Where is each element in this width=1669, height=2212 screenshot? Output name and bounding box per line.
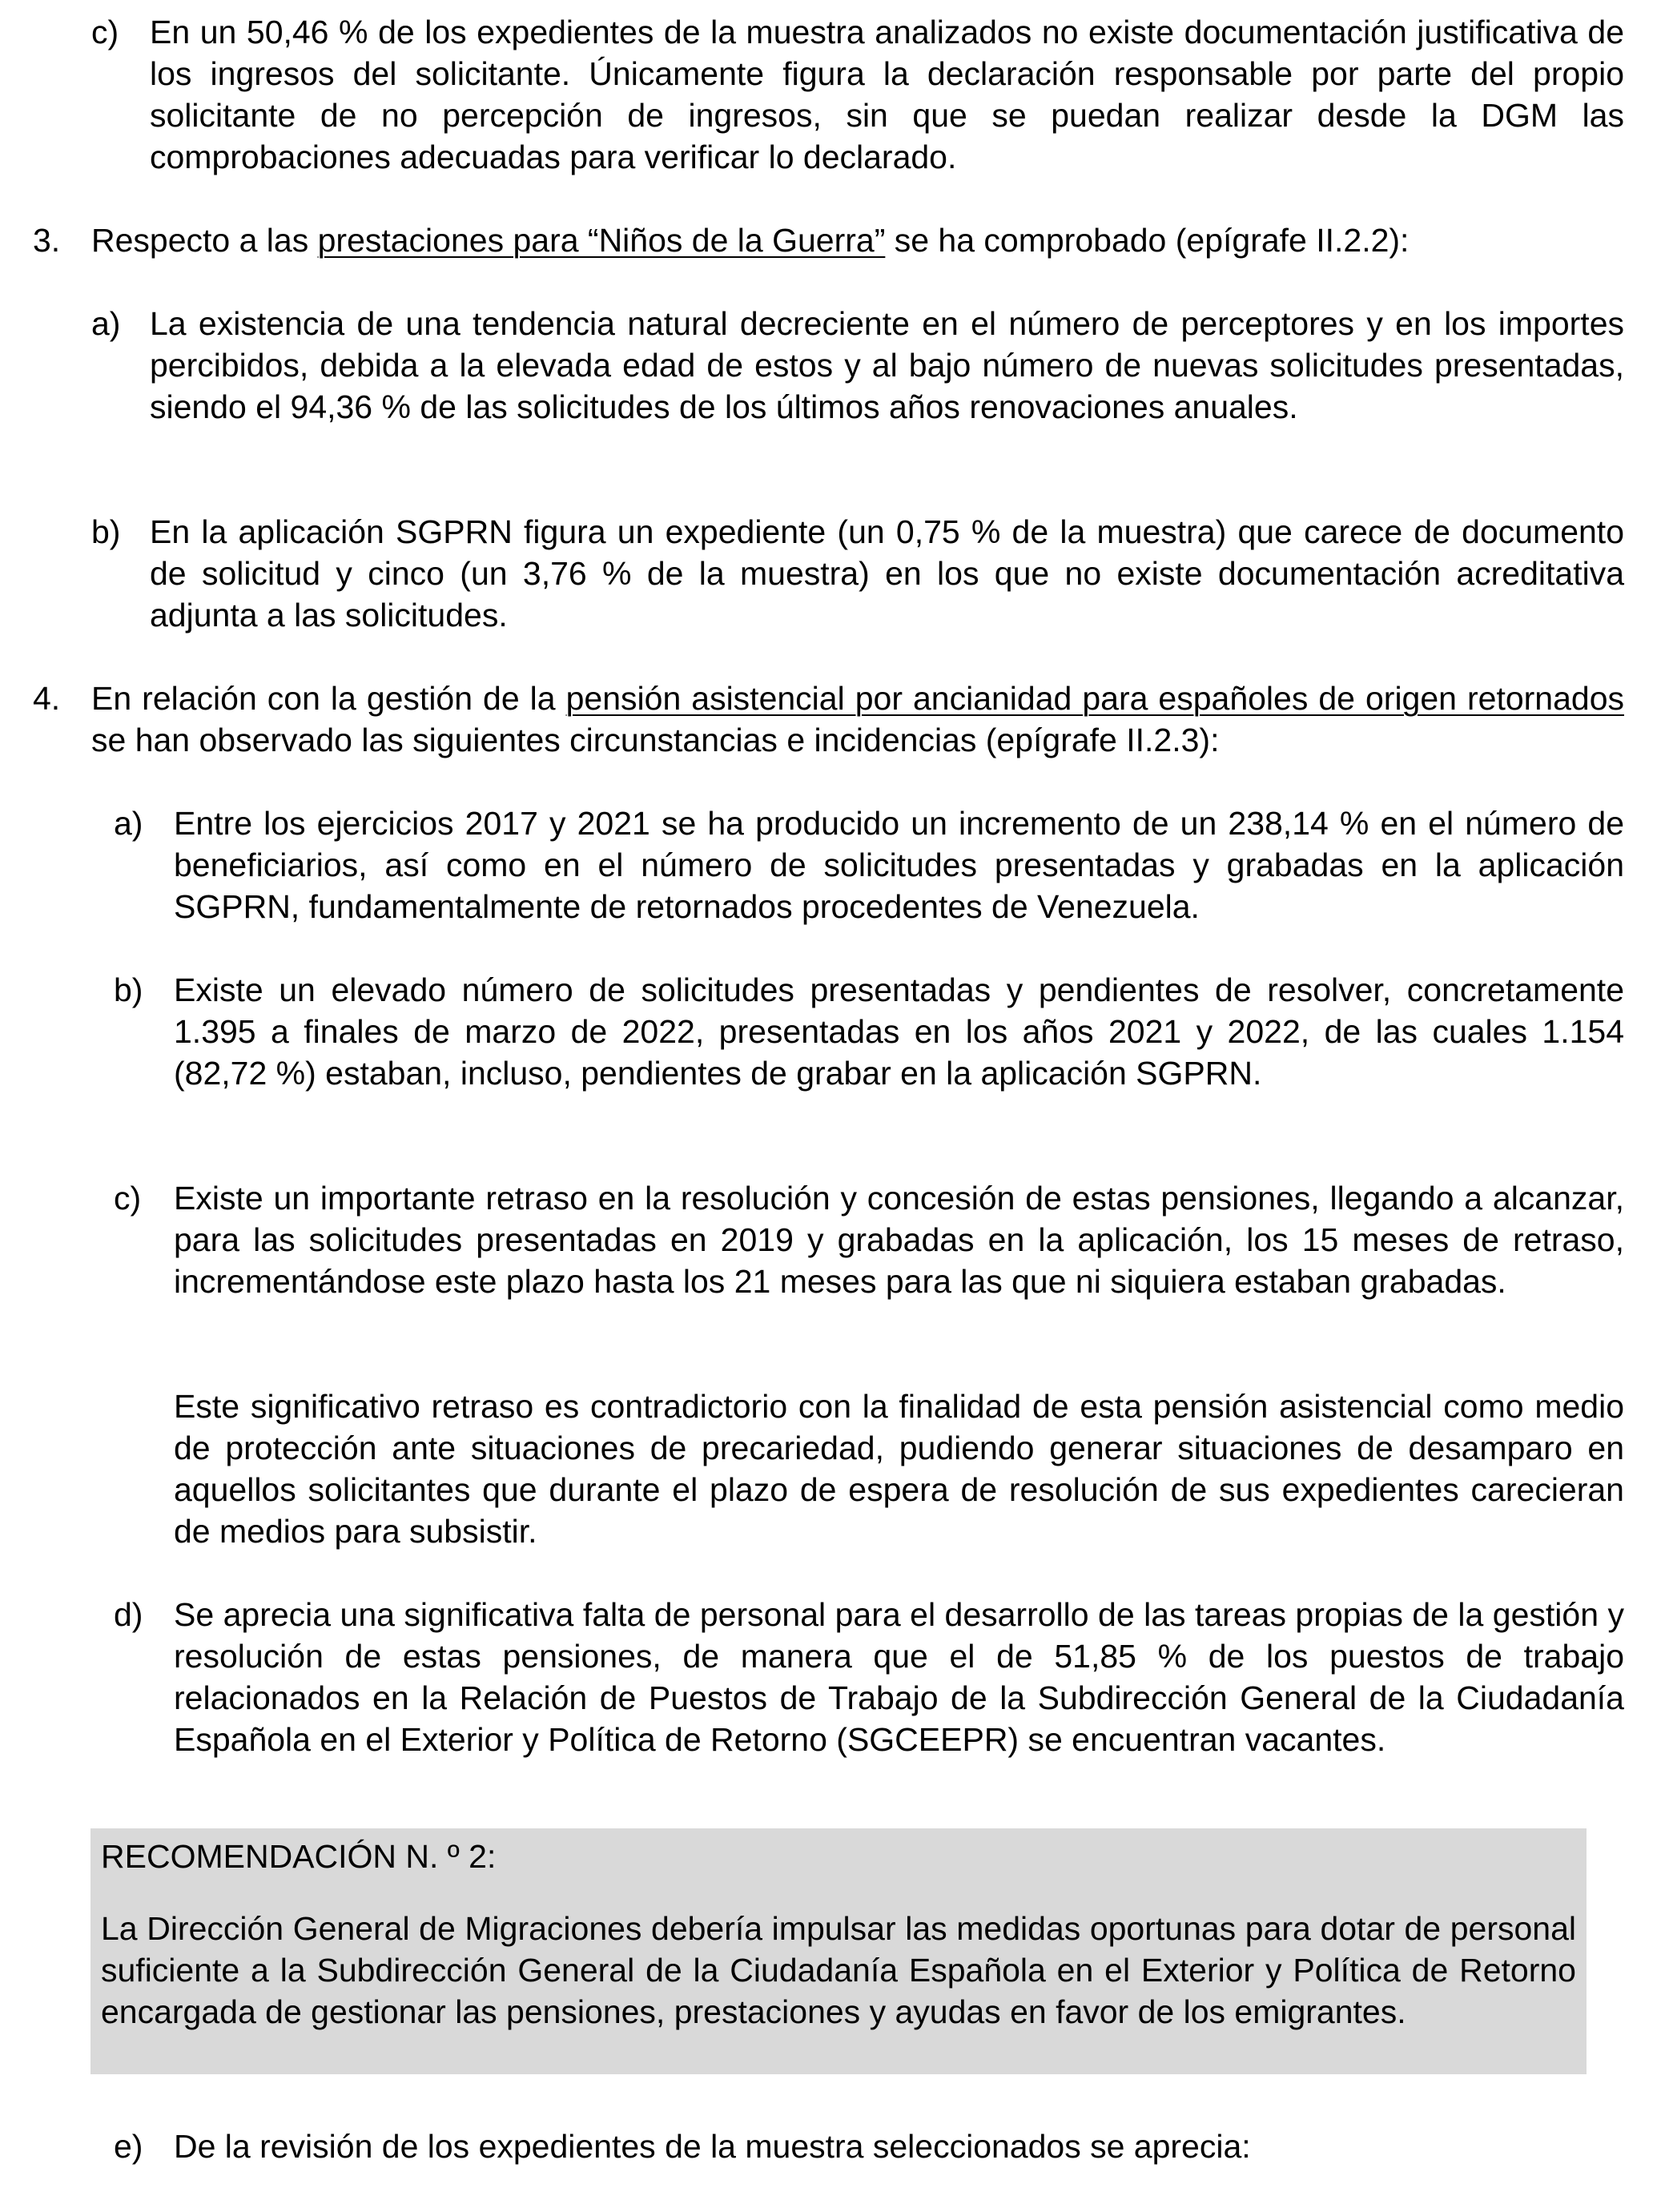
point-3-item-a-label: a) bbox=[91, 305, 121, 342]
point-3-item-b-label: b) bbox=[91, 513, 121, 550]
point-4-topic: pensión asistencial por ancianidad para españoles de origen retornados bbox=[565, 680, 1624, 717]
point-4-item-b-text: Existe un elevado número de solicitudes presentadas y pendientes de resolver, concretamente 1.395 a finales de marzo de 2022, presentadas en los años 2021 y 2022, de las cuales 1.154 (82,72 %) estaban, incluso, pendientes de grabar en la aplicación SGPRN. bbox=[174, 971, 1624, 1092]
item-c-text: En un 50,46 % de los expedientes de la muestra analizados no existe documentación justificativa de los ingresos del solicitante. Únicamente figura la declaración responsable por parte del propio solicitante de no percepción de ingresos, sin que se puedan realizar desde la DGM las comprobaciones adecuadas para verificar lo declarado. bbox=[150, 14, 1624, 175]
point-4-item-a-label: a) bbox=[114, 805, 143, 842]
point-3-topic: prestaciones para “Niños de la Guerra” bbox=[317, 222, 886, 259]
point-4-suffix: se han observado las siguientes circunstancias e incidencias (epígrafe II.2.3): bbox=[91, 722, 1220, 758]
point-3-number: 3. bbox=[33, 222, 61, 259]
point-3-item-b-text: En la aplicación SGPRN figura un expediente (un 0,75 % de la muestra) que carece de documento de solicitud y cinco (un 3,76 % de la muestra) en los que no existe documentación acreditativa adjunta a las solicitudes. bbox=[150, 513, 1624, 633]
point-4-prefix: En relación con la gestión de la bbox=[91, 680, 566, 717]
point-3-item-a-text: La existencia de una tendencia natural decreciente en el número de perceptores y en los importes percibidos, debida a la elevada edad de estos y al bajo número de nuevas solicitudes presentadas, siendo el 94,36 % de las solicitudes de los últimos años renovaciones anuales. bbox=[150, 305, 1624, 425]
recommendation-text: La Dirección General de Migraciones debería impulsar las medidas oportunas para dotar de personal suficiente a la Subdirección General de la Ciudadanía Española en el Exterior y Política de Retorno encargada de gestionar las pensiones, prestaciones y ayudas en favor de los emigrantes. bbox=[101, 1910, 1576, 2030]
point-4-item-a-text: Entre los ejercicios 2017 y 2021 se ha producido un incremento de un 238,14 % en el número de beneficiarios, así como en el número de solicitudes presentadas y grabadas en la aplicación SGPRN, fundamentalmente de retornados procedentes de Venezuela. bbox=[174, 805, 1624, 925]
item-e-text: De la revisión de los expedientes de la muestra seleccionados se aprecia: bbox=[174, 2128, 1251, 2165]
point-4-item-d-label: d) bbox=[114, 1596, 143, 1633]
point-3-heading bbox=[91, 219, 1624, 261]
point-3-prefix: Respecto a las bbox=[91, 222, 318, 259]
point-4-item-c-text2: Este significativo retraso es contradictorio con la finalidad de esta pensión asistencial como medio de protección ante situaciones de precariedad, pudiendo generar situaciones de desamparo en aquellos solicitantes que durante el plazo de espera de resolución de sus expedientes carecieran de medios para subsistir. bbox=[174, 1388, 1624, 1550]
item-c-label: c) bbox=[91, 14, 119, 50]
point-3-suffix: se ha comprobado (epígrafe II.2.2): bbox=[885, 222, 1410, 259]
recommendation-title: RECOMENDACIÓN N. º 2: bbox=[101, 1838, 497, 1875]
point-4-item-c-text: Existe un importante retraso en la resolución y concesión de estas pensiones, llegando a alcanzar, para las solicitudes presentadas en 2019 y grabadas en la aplicación, los 15 meses de retraso, incrementándose este plazo hasta los 21 meses para las que ni siquiera estaban grabadas. bbox=[174, 1180, 1624, 1300]
item-e-label: e) bbox=[114, 2128, 143, 2165]
point-4-item-d-text: Se aprecia una significativa falta de personal para el desarrollo de las tareas propias de la gestión y resolución de estas pensiones, de manera que el de 51,85 % de los puestos de trabajo relacionados en la Relación de Puestos de Trabajo de la Subdirección General de la Ciudadanía Española en el Exterior y Política de Retorno (SGCEEPR) se encuentran vacantes. bbox=[174, 1596, 1624, 1758]
point-4-item-b-label: b) bbox=[114, 971, 143, 1008]
point-4-heading bbox=[91, 678, 1624, 761]
point-4-item-c-label: c) bbox=[114, 1180, 142, 1217]
point-4-number: 4. bbox=[33, 680, 61, 717]
